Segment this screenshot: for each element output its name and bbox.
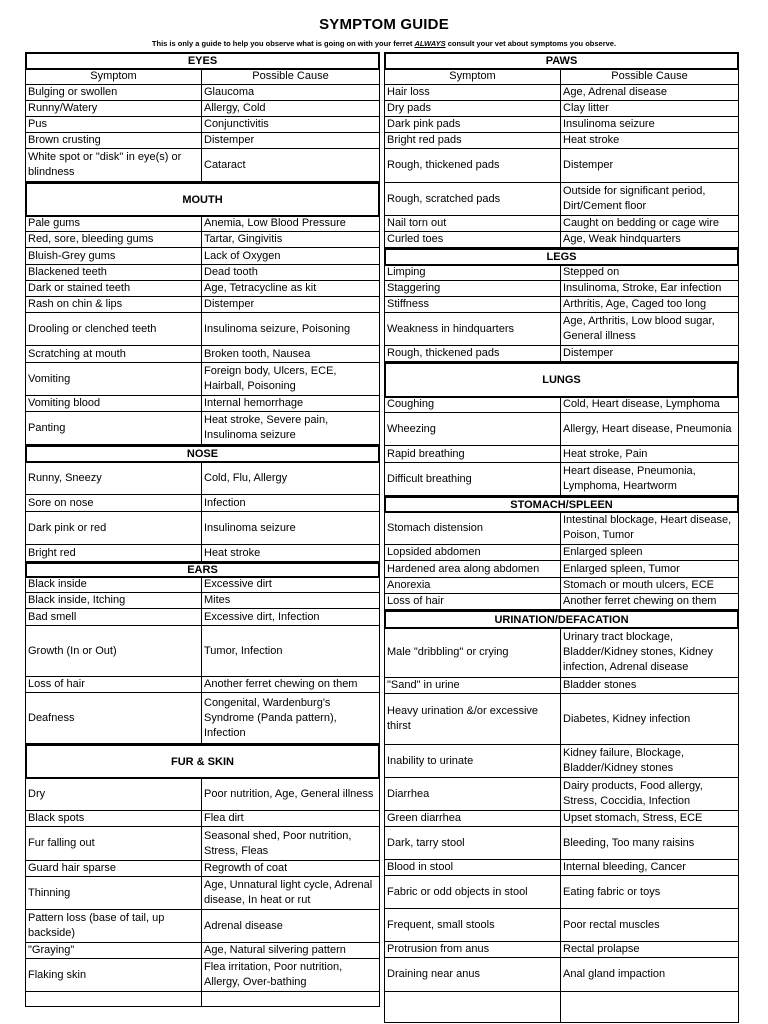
table-row — [384, 313, 739, 346]
cause-cell: Age, Unnatural light cycle, Adrenal disease, In heat or rut — [202, 877, 380, 909]
cause-cell: Seasonal shed, Poor nutrition, Stress, Fleas — [202, 827, 380, 860]
table-row — [25, 412, 380, 445]
page-title: SYMPTOM GUIDE — [319, 16, 449, 33]
cause-cell: Age, Natural silvering pattern — [202, 943, 380, 958]
symptom-cell: Rough, thickened pads — [384, 149, 561, 182]
cause-cell: Internal bleeding, Cancer — [561, 860, 739, 875]
table-row — [384, 561, 739, 578]
symptom-cell: Coughing — [384, 397, 561, 412]
cause-cell: Congenital, Wardenburg's Syndrome (Panda pattern), Infection — [202, 693, 380, 743]
symptom-cell: Loss of hair — [384, 594, 561, 609]
cause-cell: Lack of Oxygen — [202, 248, 380, 264]
table-row — [25, 117, 380, 133]
table-row — [384, 992, 739, 1023]
symptom-cell — [384, 992, 561, 1022]
cause-cell: Eating fabric or toys — [561, 876, 739, 908]
symptom-cell: Dry — [25, 778, 202, 810]
symptom-cell: Lopsided abdomen — [384, 545, 561, 560]
table-row — [25, 545, 380, 562]
cause-cell: Age, Weak hindquarters — [561, 232, 739, 247]
symptom-cell: Black spots — [25, 811, 202, 826]
cause-cell: Cataract — [202, 149, 380, 181]
cause-cell: Insulinoma seizure — [561, 117, 739, 132]
symptom-cell: Rash on chin & lips — [25, 297, 202, 312]
cause-cell: Excessive dirt, Infection — [202, 609, 380, 625]
cause-cell: Poor rectal muscles — [561, 909, 739, 941]
cause-cell: Distemper — [561, 149, 739, 182]
table-row — [384, 463, 739, 496]
section-header: NOSE — [25, 445, 380, 463]
cause-cell: Age, Tetracycline as kit — [202, 281, 380, 296]
table-row — [384, 346, 739, 362]
table-row — [384, 101, 739, 117]
cause-cell: Regrowth of coat — [202, 861, 380, 876]
table-row — [25, 827, 380, 861]
symptom-cell: Loss of hair — [25, 677, 202, 692]
table-row — [384, 85, 739, 101]
cause-cell: Glaucoma — [202, 85, 380, 100]
cause-cell: Age, Arthritis, Low blood sugar, General illness — [561, 313, 739, 345]
table-row — [384, 446, 739, 463]
table-row — [25, 992, 380, 1007]
cause-cell: Heart disease, Pneumonia, Lymphoma, Heartworm — [561, 463, 739, 495]
table-row — [25, 593, 380, 609]
cause-cell: Intestinal blockage, Heart disease, Poison, Tumor — [561, 512, 739, 544]
cause-cell: Caught on bedding or cage wire — [561, 216, 739, 231]
cause-cell: Distemper — [202, 133, 380, 148]
symptom-cell: Dry pads — [384, 101, 561, 116]
table-row — [25, 811, 380, 827]
cause-cell: Tartar, Gingivitis — [202, 232, 380, 247]
symptom-cell: Pale gums — [25, 216, 202, 231]
table-row — [25, 149, 380, 182]
cause-cell: Upset stomach, Stress, ECE — [561, 811, 739, 826]
left-column-table — [25, 52, 380, 1007]
cause-cell: Excessive dirt — [202, 577, 380, 592]
cause-cell: Anal gland impaction — [561, 958, 739, 991]
cause-cell: Rectal prolapse — [561, 942, 739, 957]
table-row — [384, 678, 739, 694]
section-header: LEGS — [384, 248, 739, 266]
table-row — [25, 778, 380, 811]
cause-cell: Cold, Heart disease, Lymphoma — [561, 397, 739, 412]
table-row — [25, 693, 380, 744]
table-row — [384, 117, 739, 133]
symptom-cell: Guard hair sparse — [25, 861, 202, 876]
symptom-cell: Dark pink pads — [384, 117, 561, 132]
table-row — [25, 232, 380, 248]
symptom-cell: Inability to urinate — [384, 745, 561, 777]
cause-cell: Allergy, Heart disease, Pneumonia — [561, 413, 739, 445]
cause-cell: Cold, Flu, Allergy — [202, 462, 380, 494]
symptom-cell: Hair loss — [384, 85, 561, 100]
table-row — [384, 827, 739, 860]
cause-cell: Dead tooth — [202, 265, 380, 280]
cause-cell: Heat stroke — [561, 133, 739, 148]
subtitle-text: This is only a guide to help you observe what is going on with your ferret — [151, 39, 413, 48]
table-row — [25, 346, 380, 363]
table-row — [25, 85, 380, 101]
cause-cell: Clay litter — [561, 101, 739, 116]
symptom-cell: Flaking skin — [25, 959, 202, 991]
symptom-cell: Difficult breathing — [384, 463, 561, 495]
right-column-table — [384, 52, 739, 1023]
section-header: STOMACH/SPLEEN — [384, 496, 739, 513]
cause-cell: Insulinoma seizure — [202, 512, 380, 544]
symptom-cell: Rough, scratched pads — [384, 183, 561, 215]
table-row — [384, 942, 739, 958]
symptom-cell: Runny/Watery — [25, 101, 202, 116]
symptom-cell: Thinning — [25, 877, 202, 909]
table-row — [25, 363, 380, 396]
table-row — [384, 133, 739, 149]
table-row — [384, 413, 739, 446]
symptom-cell: Stiffness — [384, 297, 561, 312]
table-row — [25, 495, 380, 512]
symptom-cell: Runny, Sneezy — [25, 462, 202, 494]
table-row — [384, 149, 739, 183]
symptom-cell: Red, sore, bleeding gums — [25, 232, 202, 247]
symptom-cell: Blood in stool — [384, 860, 561, 875]
symptom-cell: Rapid breathing — [384, 446, 561, 462]
cause-cell: Anemia, Low Blood Pressure — [202, 216, 380, 231]
table-row — [384, 694, 739, 745]
symptom-cell: Green diarrhea — [384, 811, 561, 826]
symptom-cell: Bright red — [25, 545, 202, 561]
section-header: URINATION/DEFACATION — [384, 610, 739, 629]
table-row — [384, 265, 739, 281]
symptom-cell: Pus — [25, 117, 202, 132]
cause-column-header: Possible Cause — [202, 69, 380, 84]
symptom-cell: Hardened area along abdomen — [384, 561, 561, 577]
table-row — [384, 811, 739, 827]
cause-column-header: Possible Cause — [561, 69, 739, 84]
section-header: EYES — [25, 52, 380, 70]
symptom-cell — [25, 992, 202, 1006]
symptom-cell: Nail torn out — [384, 216, 561, 231]
cause-cell: Stomach or mouth ulcers, ECE — [561, 578, 739, 593]
column-header-row — [384, 69, 739, 85]
symptom-cell: Wheezing — [384, 413, 561, 445]
symptom-cell: Curled toes — [384, 232, 561, 247]
table-row — [384, 745, 739, 778]
symptom-cell: Bulging or swollen — [25, 85, 202, 100]
symptom-cell: Fabric or odd objects in stool — [384, 876, 561, 908]
table-row — [25, 281, 380, 297]
symptom-cell: Heavy urination &/or excessive thirst — [384, 694, 561, 744]
symptom-column-header: Symptom — [25, 69, 202, 84]
table-row — [25, 512, 380, 545]
cause-cell: Flea dirt — [202, 811, 380, 826]
cause-cell: Internal hemorrhage — [202, 396, 380, 411]
cause-cell: Stepped on — [561, 265, 739, 280]
symptom-cell: Male "dribbling" or crying — [384, 628, 561, 677]
symptom-cell: Dark or stained teeth — [25, 281, 202, 296]
symptom-cell: White spot or "disk" in eye(s) or blindness — [25, 149, 202, 181]
table-row — [384, 578, 739, 594]
table-row — [25, 910, 380, 943]
table-row — [384, 281, 739, 297]
symptom-cell: Sore on nose — [25, 495, 202, 511]
symptom-cell: Diarrhea — [384, 778, 561, 810]
table-row — [384, 545, 739, 561]
cause-cell: Adrenal disease — [202, 910, 380, 942]
symptom-cell: Vomiting blood — [25, 396, 202, 411]
table-row — [384, 297, 739, 313]
cause-cell: Enlarged spleen — [561, 545, 739, 560]
table-row — [25, 877, 380, 910]
cause-cell: Flea irritation, Poor nutrition, Allergy, Over-bathing — [202, 959, 380, 991]
symptom-cell: Stomach distension — [384, 512, 561, 544]
symptom-cell: Pattern loss (base of tail, up backside) — [25, 910, 202, 942]
symptom-cell: Staggering — [384, 281, 561, 296]
cause-cell: Enlarged spleen, Tumor — [561, 561, 739, 577]
table-row — [25, 959, 380, 992]
cause-cell: Diabetes, Kidney infection — [561, 694, 739, 744]
table-row — [25, 133, 380, 149]
cause-cell: Bladder stones — [561, 678, 739, 693]
cause-cell: Outside for significant period, Dirt/Cement floor — [561, 183, 739, 215]
symptom-cell: Bad smell — [25, 609, 202, 625]
symptom-cell: Drooling or clenched teeth — [25, 313, 202, 345]
cause-cell: Bleeding, Too many raisins — [561, 827, 739, 859]
cause-cell: Insulinoma, Stroke, Ear infection — [561, 281, 739, 296]
symptom-cell: Dark pink or red — [25, 512, 202, 544]
table-row — [384, 778, 739, 811]
cause-cell — [561, 992, 739, 1022]
cause-cell: Another ferret chewing on them — [561, 594, 739, 609]
table-row — [384, 958, 739, 992]
cause-cell: Poor nutrition, Age, General illness — [202, 778, 380, 810]
cause-cell: Age, Adrenal disease — [561, 85, 739, 100]
cause-cell: Dairy products, Food allergy, Stress, Coccidia, Infection — [561, 778, 739, 810]
table-row — [384, 232, 739, 248]
symptom-cell: Protrusion from anus — [384, 942, 561, 957]
section-header: LUNGS — [384, 362, 739, 398]
symptom-cell: Panting — [25, 412, 202, 444]
symptom-cell: Weakness in hindquarters — [384, 313, 561, 345]
symptom-cell: Scratching at mouth — [25, 346, 202, 362]
cause-cell: Allergy, Cold — [202, 101, 380, 116]
table-row — [25, 677, 380, 693]
table-row — [384, 860, 739, 876]
cause-cell: Heat stroke — [202, 545, 380, 561]
column-header-row — [25, 69, 380, 85]
symptom-cell: Brown crusting — [25, 133, 202, 148]
symptom-cell: Blackened teeth — [25, 265, 202, 280]
cause-cell: Tumor, Infection — [202, 626, 380, 676]
table-row — [25, 626, 380, 677]
symptom-cell: Bluish-Grey gums — [25, 248, 202, 264]
symptom-cell: Black inside — [25, 577, 202, 592]
section-header: MOUTH — [25, 182, 380, 217]
table-row — [25, 609, 380, 626]
cause-cell: Heat stroke, Severe pain, Insulinoma seizure — [202, 412, 380, 444]
cause-cell: Heat stroke, Pain — [561, 446, 739, 462]
symptom-cell: Rough, thickened pads — [384, 346, 561, 361]
table-row — [25, 462, 380, 495]
cause-cell: Foreign body, Ulcers, ECE, Hairball, Poisoning — [202, 363, 380, 395]
cause-cell: Insulinoma seizure, Poisoning — [202, 313, 380, 345]
cause-cell — [202, 992, 380, 1006]
symptom-cell: Vomiting — [25, 363, 202, 395]
table-row — [25, 216, 380, 232]
symptom-cell: Deafness — [25, 693, 202, 743]
table-row — [25, 943, 380, 959]
cause-cell: Infection — [202, 495, 380, 511]
section-header: EARS — [25, 562, 380, 578]
cause-cell: Broken tooth, Nausea — [202, 346, 380, 362]
table-row — [384, 397, 739, 413]
cause-cell: Kidney failure, Blockage, Bladder/Kidney stones — [561, 745, 739, 777]
symptom-cell: Black inside, Itching — [25, 593, 202, 608]
symptom-cell: Fur falling out — [25, 827, 202, 860]
symptom-cell: Limping — [384, 265, 561, 280]
table-row — [25, 577, 380, 593]
table-row — [25, 297, 380, 313]
table-row — [25, 265, 380, 281]
symptom-cell: Frequent, small stools — [384, 909, 561, 941]
symptom-cell: Anorexia — [384, 578, 561, 593]
table-row — [25, 248, 380, 265]
page-subtitle — [0, 39, 768, 48]
cause-cell: Distemper — [561, 346, 739, 361]
subtitle-emphasis: ALWAYS — [414, 39, 446, 48]
table-row — [25, 861, 380, 877]
symptom-cell: Growth (In or Out) — [25, 626, 202, 676]
cause-cell: Distemper — [202, 297, 380, 312]
subtitle-text-end: consult your vet about symptoms you observe. — [447, 39, 617, 48]
table-row — [384, 216, 739, 232]
table-row — [384, 512, 739, 545]
cause-cell: Another ferret chewing on them — [202, 677, 380, 692]
section-header: PAWS — [384, 52, 739, 70]
table-row — [384, 876, 739, 909]
table-row — [25, 396, 380, 412]
cause-cell: Arthritis, Age, Caged too long — [561, 297, 739, 312]
cause-cell: Conjunctivitis — [202, 117, 380, 132]
symptom-cell: Bright red pads — [384, 133, 561, 148]
table-row — [384, 628, 739, 678]
symptom-cell: Dark, tarry stool — [384, 827, 561, 859]
symptom-cell: Draining near anus — [384, 958, 561, 991]
symptom-column-header: Symptom — [384, 69, 561, 84]
table-row — [25, 313, 380, 346]
table-row — [25, 101, 380, 117]
table-row — [384, 183, 739, 216]
cause-cell: Urinary tract blockage, Bladder/Kidney stones, Kidney infection, Adrenal disease — [561, 628, 739, 677]
symptom-cell: "Sand" in urine — [384, 678, 561, 693]
table-row — [384, 594, 739, 610]
section-header: FUR & SKIN — [25, 744, 380, 779]
table-row — [384, 909, 739, 942]
symptom-cell: "Graying" — [25, 943, 202, 958]
cause-cell: Mites — [202, 593, 380, 608]
